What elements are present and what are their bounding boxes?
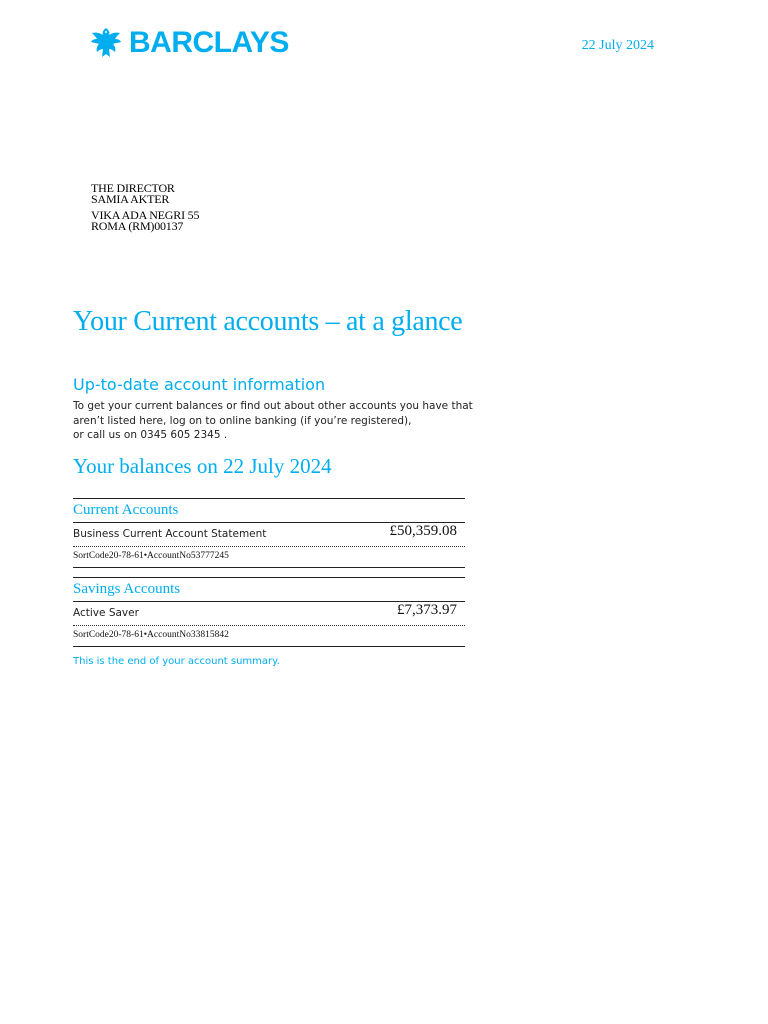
divider [73, 646, 465, 647]
phone-number[interactable]: 0345 605 2345 [140, 429, 221, 441]
info-paragraph [73, 399, 473, 443]
accounts-table [73, 498, 465, 647]
account-row [73, 523, 465, 546]
address-line: THE DIRECTOR [91, 181, 175, 195]
address-line: VIKA ADA NEGRI 55 [91, 208, 200, 222]
brand-name: BARCLAYS [129, 26, 289, 59]
end-note: This is the end of your account summary. [73, 656, 280, 667]
info-line-prefix: or call us on [73, 429, 137, 441]
account-balance: £50,359.08 [389, 523, 457, 539]
account-balance: £7,373.97 [397, 602, 457, 618]
info-heading: Up-to-date account information [73, 375, 326, 394]
account-name: Active Saver [73, 607, 139, 619]
address-line: SAMIA AKTER [91, 191, 170, 206]
address-line: ROMA (RM)00137 [91, 218, 184, 233]
account-name: Business Current Account Statement [73, 528, 267, 540]
eagle-icon [89, 26, 123, 60]
letter-date: 22 July 2024 [581, 38, 654, 53]
sort-code-line: SortCode20-78-61•AccountNo53777245 [73, 551, 229, 561]
balances-heading: Your balances on 22 July 2024 [73, 454, 332, 478]
sort-code-line: SortCode20-78-61•AccountNo33815842 [73, 630, 229, 640]
account-row [73, 602, 465, 625]
page-title: Your Current accounts – at a glance [73, 306, 463, 337]
info-line: aren’t listed here, log on to online banking (if you’re registered), [73, 414, 412, 427]
section-heading-current: Current Accounts [73, 502, 179, 518]
recipient-address [91, 183, 199, 231]
info-line [73, 428, 473, 443]
barclays-logo [89, 26, 289, 60]
section-heading-savings: Savings Accounts [73, 581, 181, 597]
info-line: To get your current balances or find out about other accounts you have that [73, 400, 473, 412]
info-line-suffix: . [223, 429, 228, 441]
